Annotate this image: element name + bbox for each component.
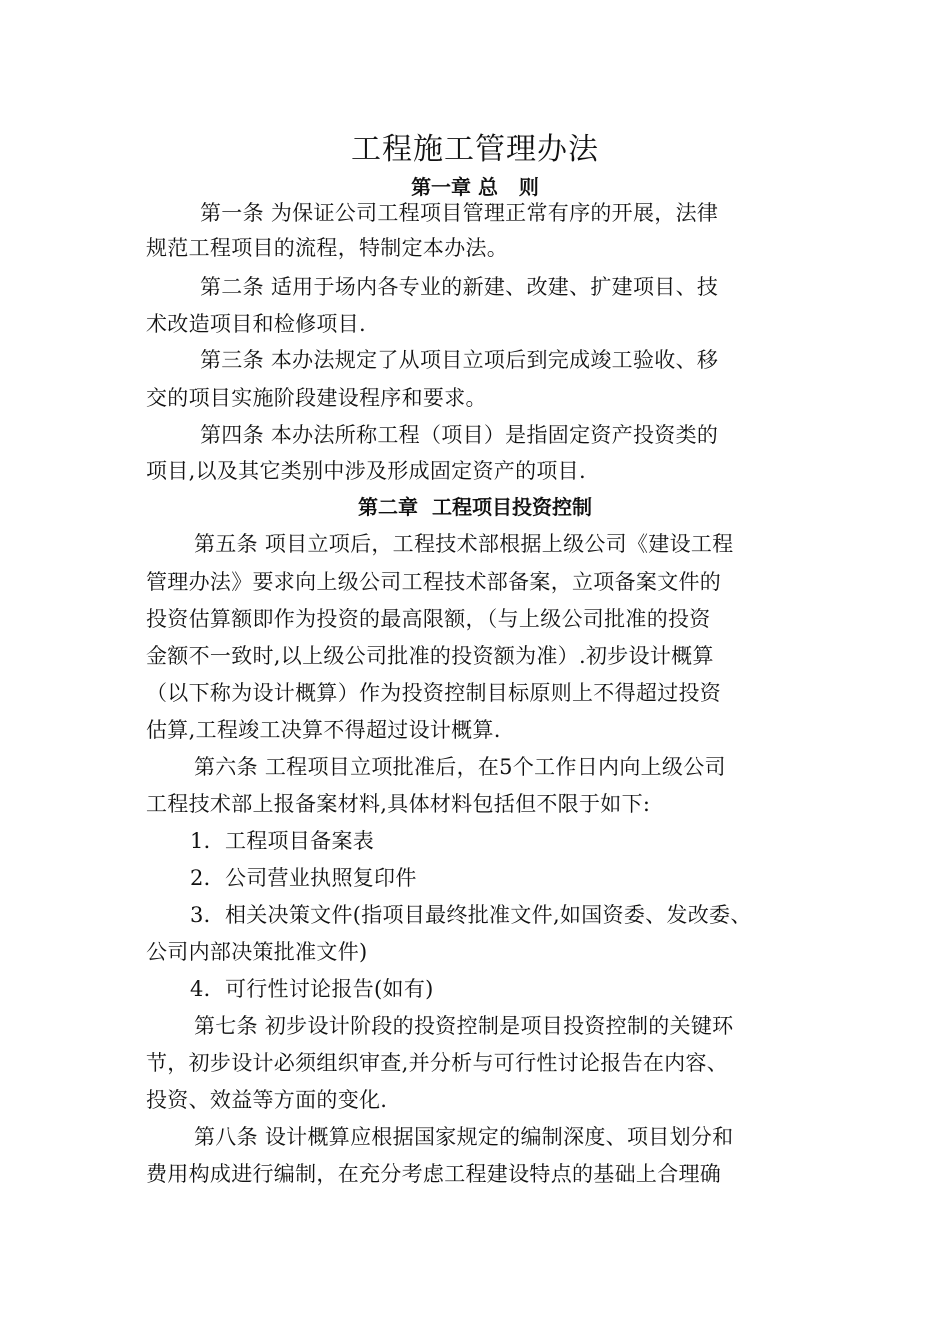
list-item: 2．公司营业执照复印件 [190,866,417,890]
paragraph-line: 费用构成进行编制，在充分考虑工程建设特点的基础上合理确 [146,1162,722,1186]
paragraph-line: 第五条 项目立项后，工程技术部根据上级公司《建设工程 [194,532,734,556]
paragraph-line: 管理办法》要求向上级公司工程技术部备案，立项备案文件的 [146,570,722,594]
list-item: 4．可行性讨论报告(如有) [190,977,434,1001]
paragraph-line: 公司内部决策批准文件) [146,940,368,964]
paragraph-line: （以下称为设计概算）作为投资控制目标原则上不得超过投资 [146,681,722,705]
paragraph-line: 投资估算额即作为投资的最高限额，（与上级公司批准的投资 [146,607,711,631]
paragraph-line: 第八条 设计概算应根据国家规定的编制深度、项目划分和 [194,1125,734,1149]
paragraph-line: 第三条 本办法规定了从项目立项后到完成竣工验收、移 [200,348,719,372]
paragraph-line: 第四条 本办法所称工程（项目）是指固定资产投资类的 [200,423,719,447]
paragraph-line: 投资、效益等方面的变化. [146,1088,388,1112]
chapter-heading-1: 第一章 总 则 [411,175,539,199]
chapter-heading-2: 第二章 工程项目投资控制 [358,495,592,519]
paragraph-line: 规范工程项目的流程，特制定本办法。 [146,236,509,260]
paragraph-line: 术改造项目和检修项目. [146,312,366,336]
list-item: 1．工程项目备案表 [190,829,375,853]
paragraph-line: 第二条 适用于场内各专业的新建、改建、扩建项目、技 [200,275,719,299]
paragraph-line: 估算,工程竣工决算不得超过设计概算. [146,718,501,742]
paragraph-line: 第六条 工程项目立项批准后，在5个工作日内向上级公司 [194,755,726,779]
paragraph-line: 项目,以及其它类别中涉及形成固定资产的项目. [146,459,586,483]
paragraph-line: 第一条 为保证公司工程项目管理正常有序的开展，法律 [200,201,719,225]
paragraph-line: 节，初步设计必须组织审查,并分析与可行性讨论报告在内容、 [146,1051,729,1075]
paragraph-line: 第七条 初步设计阶段的投资控制是项目投资控制的关键环 [194,1014,734,1038]
paragraph-line: 工程技术部上报备案材料,具体材料包括但不限于如下: [146,792,651,816]
paragraph-line: 金额不一致时,以上级公司批准的投资额为准）.初步设计概算 [146,644,714,668]
paragraph-line: 交的项目实施阶段建设程序和要求。 [146,386,487,410]
list-item: 3．相关决策文件(指项目最终批准文件,如国资委、发改委、 [190,903,752,927]
document-title: 工程施工管理办法 [351,132,599,167]
